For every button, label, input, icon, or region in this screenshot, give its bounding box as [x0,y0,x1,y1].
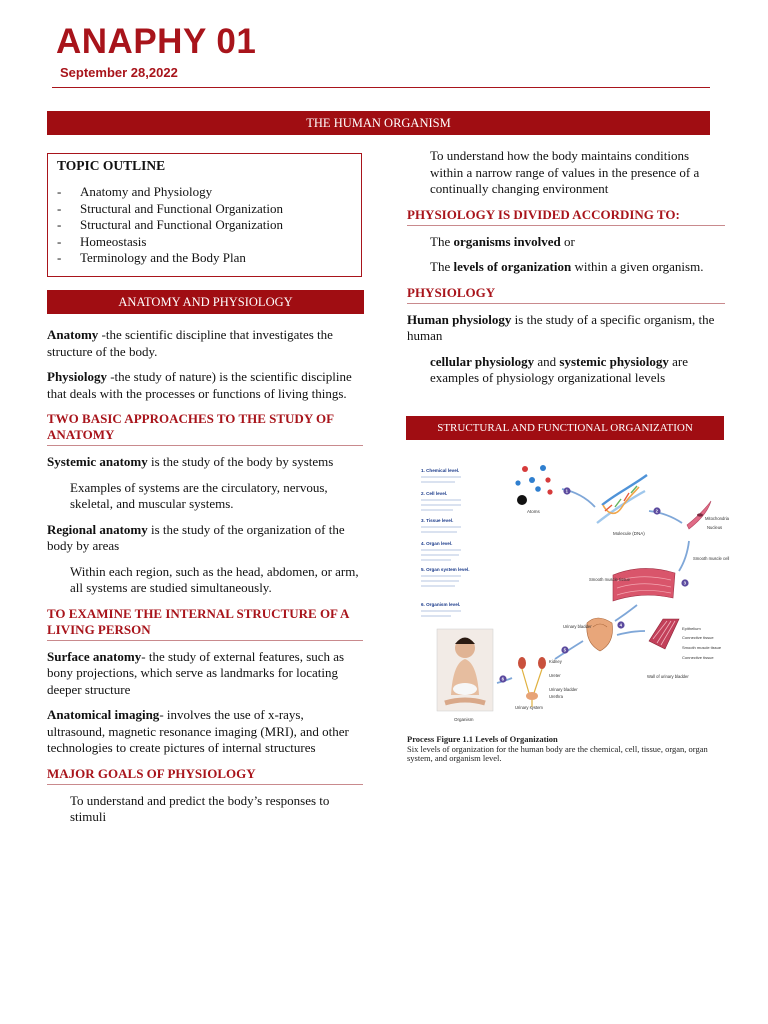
section-heading-approaches: TWO BASIC APPROACHES TO THE STUDY OF ANATOMY [47,411,363,446]
right-column [407,148,725,396]
label-urethra: Urethra [549,694,563,699]
anatomy-definition: Anatomy -the scientific discipline that investigates the structure of the body. [47,327,333,359]
bullet-item: The levels of organization within a given organism. [407,259,725,276]
document-date: September 28,2022 [60,65,178,80]
label-mitochondria: Mitochondria [705,516,729,521]
section-heading-divided: PHYSIOLOGY IS DIVIDED ACCORDING TO: [407,207,725,226]
marker-2: 2 [655,508,658,514]
structural-functional-banner: STRUCTURAL AND FUNCTIONAL ORGANIZATION [406,416,724,440]
bullet-icon [407,234,430,251]
step-text: 6. Organism level. [421,602,461,607]
document-title: ANAPHY 01 [56,22,257,61]
label-urinary-bladder: Urinary bladder [563,624,592,629]
header-rule [52,87,710,88]
label-smooth-cell: Smooth muscle cell [693,556,730,561]
step-text: 5. Organ system level. [421,567,470,572]
label-connective-1: Connective tissue [682,635,714,640]
label-epithelium: Epithelium [682,626,701,631]
bullet-item: cellular physiology and systemic physiology are examples of physiology organizational levels [407,354,725,387]
figure-caption [407,735,725,764]
outline-item: - Homeostasis [57,233,147,249]
anatomical-imaging: Anatomical imaging- involves the use of x-rays, ultrasound, magnetic resonance imaging (MRI), and other technologies to create pictures of internal structures [47,707,349,755]
label-wall: Wall of urinary bladder [647,674,689,679]
dna-illustration [597,475,647,523]
bullet-item: Within each region, such as the head, abdomen, or arm, all systems are studied simultaneously. [47,564,363,597]
physiology-definition: Physiology -the study of nature) is the scientific discipline that deals with the processes or functions of living things. [47,369,352,401]
bullet-icon [47,564,70,597]
label-smooth-muscle: Smooth muscle tissue [682,645,722,650]
bullet-icon [47,480,70,513]
label-atoms: Atoms [527,509,540,514]
marker-4: 4 [619,622,622,628]
caption-title: Process Figure 1.1 Levels of Organization [407,734,558,744]
section-heading-goals: MAJOR GOALS OF PHYSIOLOGY [47,766,363,785]
bullet-item: Examples of systems are the circulatory, nervous, skeletal, and muscular systems. [47,480,363,513]
caption-text: Six levels of organization for the human body are the chemical, cell, tissue, organ, organ system, and organism level. [407,743,708,763]
systemic-anatomy: Systemic anatomy is the study of the body by systems [47,454,334,469]
topic-outline-heading: TOPIC OUTLINE [57,158,166,173]
surface-anatomy: Surface anatomy- the study of external features, such as bony projections, which serve as landmarks for locating deeper structure [47,648,345,697]
anatomy-physiology-banner: ANATOMY AND PHYSIOLOGY [47,290,364,314]
topic-outline-list [57,184,352,267]
outline-item: - Structural and Functional Organization [57,217,284,233]
label-connective-2: Connective tissue [682,655,714,660]
bladder-wall-illustration [649,619,679,649]
label-molecule: Molecule (DNA) [613,531,645,536]
urinary-bladder-illustration [587,618,613,651]
step-text: 4. Organ level. [421,541,453,546]
step-text: 3. Tissue level. [421,518,454,523]
bullet-item: The organisms involved or [407,234,725,251]
regional-anatomy: Regional anatomy is the study of the organization of the body by areas [47,521,345,553]
bullet-icon [407,259,430,276]
marker-5: 5 [563,647,566,653]
label-kidney: Kidney [549,659,562,664]
label-ureter: Ureter [549,673,561,678]
marker-1: 1 [565,488,568,494]
smooth-muscle-tissue-illustration [613,568,675,601]
label-urinary-system: Urinary system [515,705,543,710]
outline-item: - Terminology and the Body Plan [57,250,246,266]
bullet-item: To understand how the body maintains conditions within a narrow range of values in the presence of a continually changing environment [407,148,725,198]
levels-of-organization-figure [417,463,730,725]
step-text: 2. Cell level. [421,491,448,496]
human-physiology: Human physiology is the study of a specific organism, the human [407,311,715,343]
outline-item: - Anatomy and Physiology [57,184,213,199]
urinary-system-illustration [518,657,546,707]
step-description-lines [421,477,461,616]
section-heading-physiology: PHYSIOLOGY [407,285,725,304]
marker-6: 6 [501,676,504,682]
section-heading-internal: TO EXAMINE THE INTERNAL STRUCTURE OF A LIVING PERSON [47,606,363,641]
label-organism: Organism [454,717,474,722]
topic-outline-box [47,153,362,277]
label-nucleus: Nucleus [707,525,723,530]
outline-item: - Structural and Functional Organization [57,200,284,216]
atoms-illustration [515,465,552,505]
main-banner: THE HUMAN ORGANISM [47,111,710,135]
left-column [47,327,363,835]
bullet-icon [407,354,430,387]
organism-photo [437,629,493,711]
label-smooth-tissue: Smooth muscle tissue [589,577,630,582]
bullet-icon [47,793,70,826]
bullet-item: To understand and predict the body’s responses to stimuli [47,793,363,826]
marker-3: 3 [683,580,686,586]
bullet-icon [407,148,430,198]
step-text: 1. Chemical level. [421,468,460,473]
label-urinary-bladder-2: Urinary bladder [549,687,578,692]
